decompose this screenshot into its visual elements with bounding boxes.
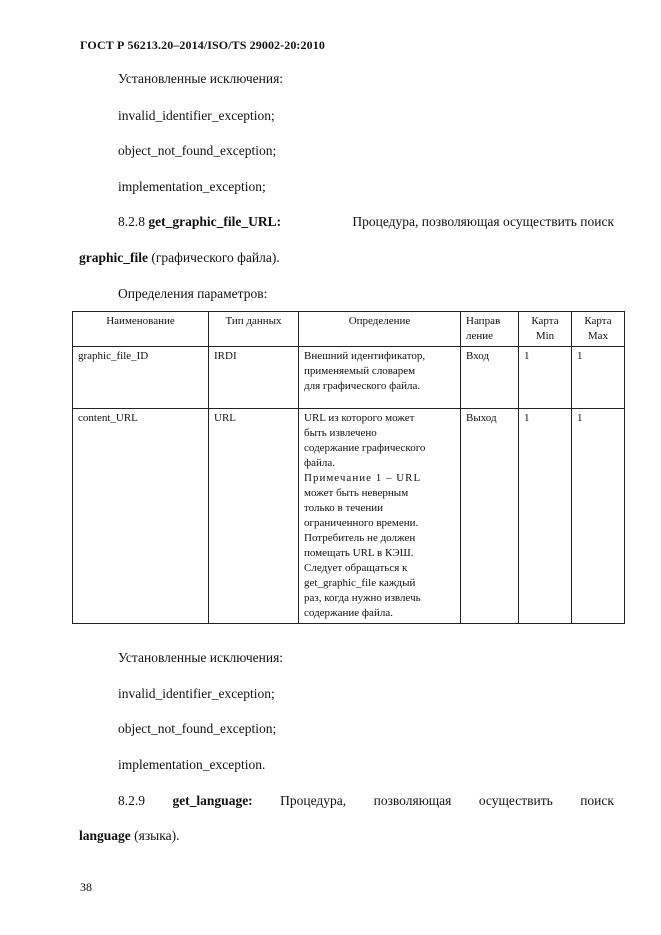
section-text: Процедура, позволяющая осуществить поиск: [352, 214, 614, 229]
cell-definition: URL из которого может быть извлечено содержание графического файла. Примечание 1 – URL может быть неверным только в течении ограниченного времени. Потребитель не должен помещать URL в КЭШ. Следует обращаться к get_graphic_file каждый раз, когда нужно извлечь содержание файла.: [299, 409, 461, 624]
exception-item: implementation_exception.: [118, 757, 266, 772]
column-header-card-max: Карта Max: [572, 312, 625, 347]
exception-item: implementation_exception;: [118, 179, 266, 194]
section-heading-829: [118, 793, 614, 809]
cell-direction: Вход: [461, 347, 519, 409]
object-name: language: [79, 828, 131, 843]
params-title: Определения параметров:: [118, 286, 268, 301]
cell-card-min: 1: [519, 347, 572, 409]
cell-card-min: 1: [519, 409, 572, 624]
section-word: Процедура,: [280, 793, 347, 808]
column-header-card-min: Карта Min: [519, 312, 572, 347]
object-description: (графического файла).: [151, 250, 280, 265]
cell-name: content_URL: [73, 409, 209, 624]
exception-item: object_not_found_exception;: [118, 721, 277, 736]
cell-card-max: 1: [572, 409, 625, 624]
exception-item: invalid_identifier_exception;: [118, 108, 275, 123]
section-word: позволяющая: [373, 793, 452, 808]
object-description: (языка).: [134, 828, 180, 843]
exception-item: invalid_identifier_exception;: [118, 686, 275, 701]
cell-direction: Выход: [461, 409, 519, 624]
column-header-direction: Направ ление: [461, 312, 519, 347]
section-continuation: [79, 828, 179, 844]
cell-type: URL: [209, 409, 299, 624]
table-row: [73, 409, 625, 624]
document-header: ГОСТ Р 56213.20–2014/ISO/TS 29002-20:2010: [80, 38, 325, 52]
parameters-table: [72, 311, 625, 624]
column-header-definition: Определение: [299, 312, 461, 347]
cell-card-max: 1: [572, 347, 625, 409]
section-word: поиск: [580, 793, 614, 808]
column-header-type: Тип данных: [209, 312, 299, 347]
table-row: [73, 347, 625, 409]
cell-name: graphic_file_ID: [73, 347, 209, 409]
procedure-name: get_language:: [172, 793, 253, 808]
section-word: осуществить: [478, 793, 553, 808]
section-number: 8.2.8: [118, 214, 145, 229]
section-continuation: [79, 250, 280, 266]
exception-item: object_not_found_exception;: [118, 143, 277, 158]
object-name: graphic_file: [79, 250, 148, 265]
exceptions-title: Установленные исключения:: [118, 71, 284, 86]
exceptions-title: Установленные исключения:: [118, 650, 284, 665]
procedure-name: get_graphic_file_URL:: [148, 214, 282, 229]
cell-definition: Внешний идентификатор, применяемый словарем для графического файла.: [299, 347, 461, 409]
column-header-name: Наименование: [73, 312, 209, 347]
section-heading-828: [118, 214, 614, 230]
section-number: 8.2.9: [118, 793, 145, 808]
cell-type: IRDI: [209, 347, 299, 409]
table-header-row: [73, 312, 625, 347]
page-number: 38: [80, 880, 92, 894]
